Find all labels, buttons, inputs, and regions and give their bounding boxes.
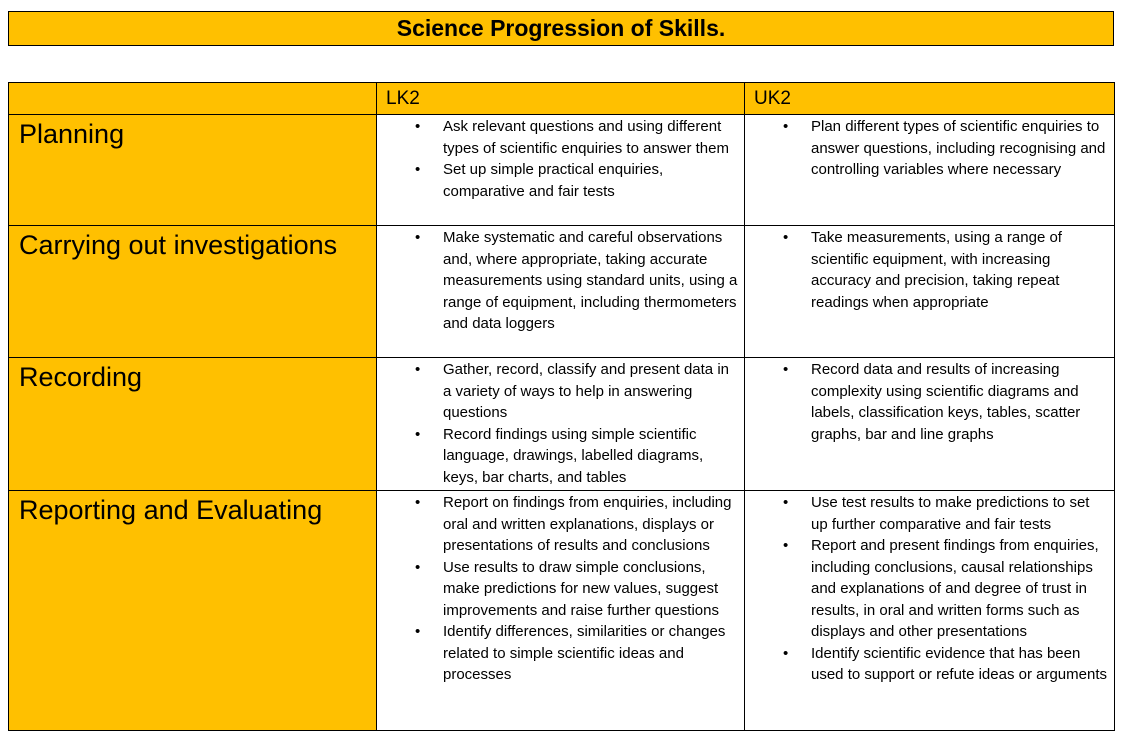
list-item: • Identify differences, similarities or changes related to simple scientific ideas and processes bbox=[377, 621, 744, 686]
row-category-reporting-and-evaluating: Reporting and Evaluating bbox=[9, 491, 377, 731]
table-row bbox=[9, 358, 1115, 491]
column-header-lk2: LK2 bbox=[377, 83, 745, 115]
header-blank-cell bbox=[9, 83, 377, 115]
bullet-list bbox=[745, 359, 1114, 445]
skills-table bbox=[8, 82, 1115, 731]
list-item: • Take measurements, using a range of scientific equipment, with increasing accuracy and precision, taking repeat readings when appropriate bbox=[745, 227, 1114, 313]
list-item: • Record findings using simple scientific language, drawings, labelled diagrams, keys, bar charts, and tables bbox=[377, 424, 744, 489]
uk2-cell bbox=[745, 358, 1115, 491]
bullet-list bbox=[377, 492, 744, 686]
list-item: • Report and present findings from enquiries, including conclusions, causal relationships and explanations of and degree of trust in results, in oral and written forms such as displays and other presentations bbox=[745, 535, 1114, 643]
lk2-cell bbox=[377, 491, 745, 731]
row-category-planning: Planning bbox=[9, 115, 377, 226]
uk2-cell bbox=[745, 115, 1115, 226]
table-row bbox=[9, 226, 1115, 358]
list-item: • Plan different types of scientific enquiries to answer questions, including recognising and controlling variables where necessary bbox=[745, 116, 1114, 181]
list-item: • Ask relevant questions and using different types of scientific enquiries to answer them bbox=[377, 116, 744, 159]
list-item: • Gather, record, classify and present data in a variety of ways to help in answering questions bbox=[377, 359, 744, 424]
lk2-cell bbox=[377, 358, 745, 491]
bullet-list bbox=[745, 116, 1114, 181]
row-category-recording: Recording bbox=[9, 358, 377, 491]
uk2-cell bbox=[745, 226, 1115, 358]
bullet-list bbox=[745, 492, 1114, 686]
lk2-cell bbox=[377, 115, 745, 226]
list-item: • Use results to draw simple conclusions, make predictions for new values, suggest improvements and raise further questions bbox=[377, 557, 744, 622]
bullet-list bbox=[377, 359, 744, 488]
bullet-list bbox=[377, 227, 744, 335]
list-item: • Set up simple practical enquiries, comparative and fair tests bbox=[377, 159, 744, 202]
table-row bbox=[9, 491, 1115, 731]
list-item: • Use test results to make predictions to set up further comparative and fair tests bbox=[745, 492, 1114, 535]
lk2-cell bbox=[377, 226, 745, 358]
uk2-cell bbox=[745, 491, 1115, 731]
table-row bbox=[9, 115, 1115, 226]
list-item: • Identify scientific evidence that has been used to support or refute ideas or arguments bbox=[745, 643, 1114, 686]
bullet-list bbox=[377, 116, 744, 202]
column-header-uk2: UK2 bbox=[745, 83, 1115, 115]
page-title: Science Progression of Skills. bbox=[8, 11, 1114, 46]
row-category-carrying-out-investigations: Carrying out investigations bbox=[9, 226, 377, 358]
bullet-list bbox=[745, 227, 1114, 313]
list-item: • Report on findings from enquiries, including oral and written explanations, displays or presentations of results and conclusions bbox=[377, 492, 744, 557]
list-item: • Make systematic and careful observations and, where appropriate, taking accurate measurements using standard units, using a range of equipment, including thermometers and data loggers bbox=[377, 227, 744, 335]
list-item: • Record data and results of increasing complexity using scientific diagrams and labels, classification keys, tables, scatter graphs, bar and line graphs bbox=[745, 359, 1114, 445]
table-header-row bbox=[9, 83, 1115, 115]
